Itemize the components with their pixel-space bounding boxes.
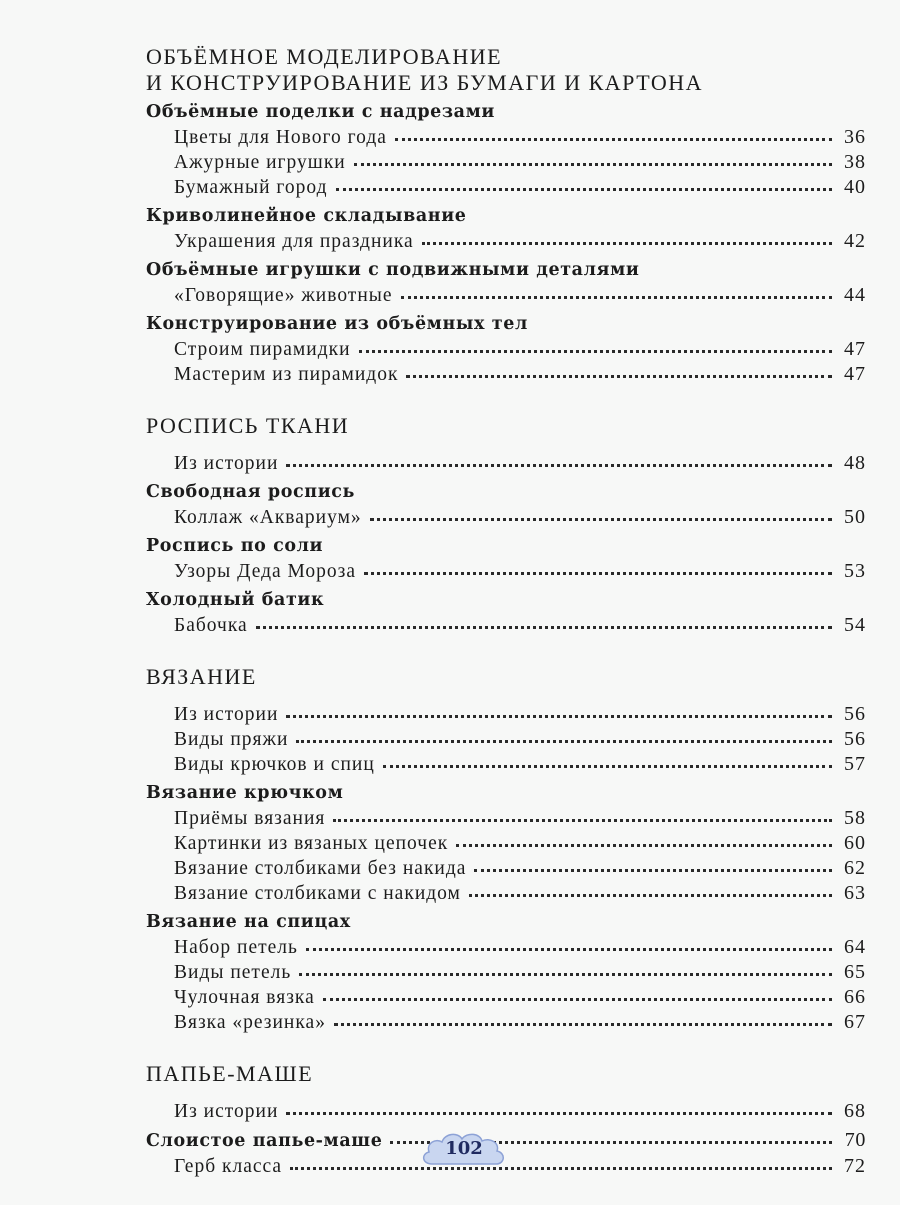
entry-page: 58	[844, 807, 866, 829]
part-title: РОСПИСЬ ТКАНИ	[146, 413, 350, 438]
entry-page: 53	[844, 560, 866, 582]
section-page: 70	[844, 1129, 866, 1151]
toc-entry[interactable]	[146, 175, 866, 200]
part-volume-modeling	[146, 44, 866, 387]
section-title: Криволинейное складывание	[146, 206, 467, 226]
entry-title: Вязание столбиками без накида	[174, 858, 467, 879]
entry-title: Виды петель	[174, 962, 292, 983]
toc-entry[interactable]	[146, 935, 866, 960]
entry-page: 67	[844, 1011, 866, 1033]
entry-title: Бабочка	[174, 615, 248, 636]
entry-title: Чулочная вязка	[174, 987, 315, 1008]
entry-title: Из истории	[174, 453, 279, 474]
dot-leader	[456, 836, 832, 847]
entry-title: Картинки из вязаных цепочек	[174, 833, 449, 854]
entry-page: 56	[844, 703, 866, 725]
toc-entry[interactable]	[146, 559, 866, 584]
toc-entry[interactable]	[146, 125, 866, 150]
entry-page: 66	[844, 986, 866, 1008]
section	[146, 312, 866, 387]
dot-leader	[359, 342, 832, 353]
part-title-line: ОБЪЁМНОЕ МОДЕЛИРОВАНИЕ	[146, 44, 503, 69]
entry-title: Вязка «резинка»	[174, 1012, 326, 1033]
entry-page: 63	[844, 882, 866, 904]
dot-leader	[401, 288, 832, 299]
section-title: Холодный батик	[146, 590, 325, 610]
entry-title: Коллаж «Аквариум»	[174, 507, 362, 528]
entry-page: 42	[844, 230, 866, 252]
dot-leader	[364, 564, 832, 575]
entry-title: Набор петель	[174, 937, 298, 958]
dot-leader	[406, 367, 832, 378]
section-title: Вязание на спицах	[146, 912, 351, 932]
dot-leader	[290, 1159, 832, 1170]
entry-title: Из истории	[174, 704, 279, 725]
entry-page: 68	[844, 1100, 866, 1122]
entry-page: 62	[844, 857, 866, 879]
page-number-badge	[418, 1128, 510, 1172]
dot-leader	[383, 757, 832, 768]
entry-page: 54	[844, 614, 866, 636]
toc-entry[interactable]	[146, 150, 866, 175]
part-title: ВЯЗАНИЕ	[146, 664, 257, 689]
section-title: Конструирование из объёмных тел	[146, 314, 528, 334]
entry-title: Украшения для праздника	[174, 231, 414, 252]
toc-entry[interactable]	[146, 727, 866, 752]
entry-title: Бумажный город	[174, 177, 328, 198]
entry-page: 57	[844, 753, 866, 775]
entry-title: Мастерим из пирамидок	[174, 364, 399, 385]
section-title: Объёмные игрушки с подвижными деталями	[146, 260, 640, 280]
section	[146, 100, 866, 200]
toc-entry[interactable]	[146, 613, 866, 638]
dot-leader	[422, 234, 832, 245]
entry-title: Из истории	[174, 1101, 279, 1122]
entry-title: Узоры Деда Мороза	[174, 561, 357, 582]
toc-entry[interactable]	[146, 451, 866, 476]
entry-page: 47	[844, 363, 866, 385]
entry-page: 56	[844, 728, 866, 750]
section	[146, 258, 866, 308]
entry-page: 50	[844, 506, 866, 528]
entry-page: 44	[844, 284, 866, 306]
toc-entry[interactable]	[146, 752, 866, 777]
toc-entry[interactable]	[146, 960, 866, 985]
page-number: 102	[445, 1138, 483, 1159]
entry-page: 36	[844, 126, 866, 148]
entry-page: 38	[844, 151, 866, 173]
entry-page: 48	[844, 452, 866, 474]
dot-leader	[286, 1104, 832, 1115]
entry-title: «Говорящие» животные	[174, 285, 393, 306]
entry-page: 47	[844, 338, 866, 360]
toc-entry[interactable]	[146, 229, 866, 254]
dot-leader	[306, 940, 832, 951]
toc-entry[interactable]	[146, 283, 866, 308]
section	[146, 781, 866, 906]
dot-leader	[256, 618, 832, 629]
section	[146, 534, 866, 584]
toc-entry[interactable]	[146, 362, 866, 387]
toc-entry[interactable]	[146, 806, 866, 831]
toc-entry[interactable]	[146, 702, 866, 727]
section-title-text: Слоистое папье-маше	[146, 1131, 383, 1151]
entry-page: 40	[844, 176, 866, 198]
entry-page: 60	[844, 832, 866, 854]
table-of-contents	[146, 44, 866, 1205]
part-fabric-painting	[146, 413, 866, 638]
part-title-line: И КОНСТРУИРОВАНИЕ ИЗ БУМАГИ И КАРТОНА	[146, 70, 703, 95]
entry-title: Виды крючков и спиц	[174, 754, 375, 775]
dot-leader	[286, 456, 832, 467]
section-title: Объёмные поделки с надрезами	[146, 102, 496, 122]
entry-title: Герб класса	[174, 1156, 283, 1177]
toc-entry[interactable]	[146, 505, 866, 530]
toc-entry[interactable]	[146, 831, 866, 856]
section	[146, 204, 866, 254]
entry-page: 65	[844, 961, 866, 983]
part-title: ПАПЬЕ-МАШЕ	[146, 1061, 314, 1086]
section-title: Роспись по соли	[146, 536, 324, 556]
section	[146, 480, 866, 530]
toc-entry[interactable]	[146, 856, 866, 881]
entry-page: 72	[844, 1155, 866, 1177]
entry-title: Ажурные игрушки	[174, 152, 346, 173]
dot-leader	[323, 990, 832, 1001]
dot-leader	[286, 707, 832, 718]
part-knitting	[146, 664, 866, 1035]
entry-title: Вязание столбиками с накидом	[174, 883, 461, 904]
dot-leader	[469, 886, 832, 897]
entry-page: 64	[844, 936, 866, 958]
dot-leader	[334, 1015, 832, 1026]
toc-entry[interactable]	[146, 1099, 866, 1124]
entry-title: Виды пряжи	[174, 729, 289, 750]
dot-leader	[354, 155, 832, 166]
section-title: Свободная роспись	[146, 482, 356, 502]
dot-leader	[333, 811, 832, 822]
toc-entry[interactable]	[146, 1010, 866, 1035]
section	[146, 588, 866, 638]
dot-leader	[296, 732, 832, 743]
entry-title: Приёмы вязания	[174, 808, 326, 829]
dot-leader	[370, 510, 832, 521]
part-title	[146, 44, 866, 96]
toc-entry[interactable]	[146, 337, 866, 362]
dot-leader	[336, 180, 832, 191]
section	[146, 910, 866, 1035]
entry-title: Цветы для Нового года	[174, 127, 387, 148]
toc-entry[interactable]	[146, 881, 866, 906]
section-title: Вязание крючком	[146, 783, 344, 803]
dot-leader	[299, 965, 832, 976]
entry-title: Строим пирамидки	[174, 339, 351, 360]
dot-leader	[395, 130, 832, 141]
toc-entry[interactable]	[146, 985, 866, 1010]
dot-leader	[474, 861, 832, 872]
